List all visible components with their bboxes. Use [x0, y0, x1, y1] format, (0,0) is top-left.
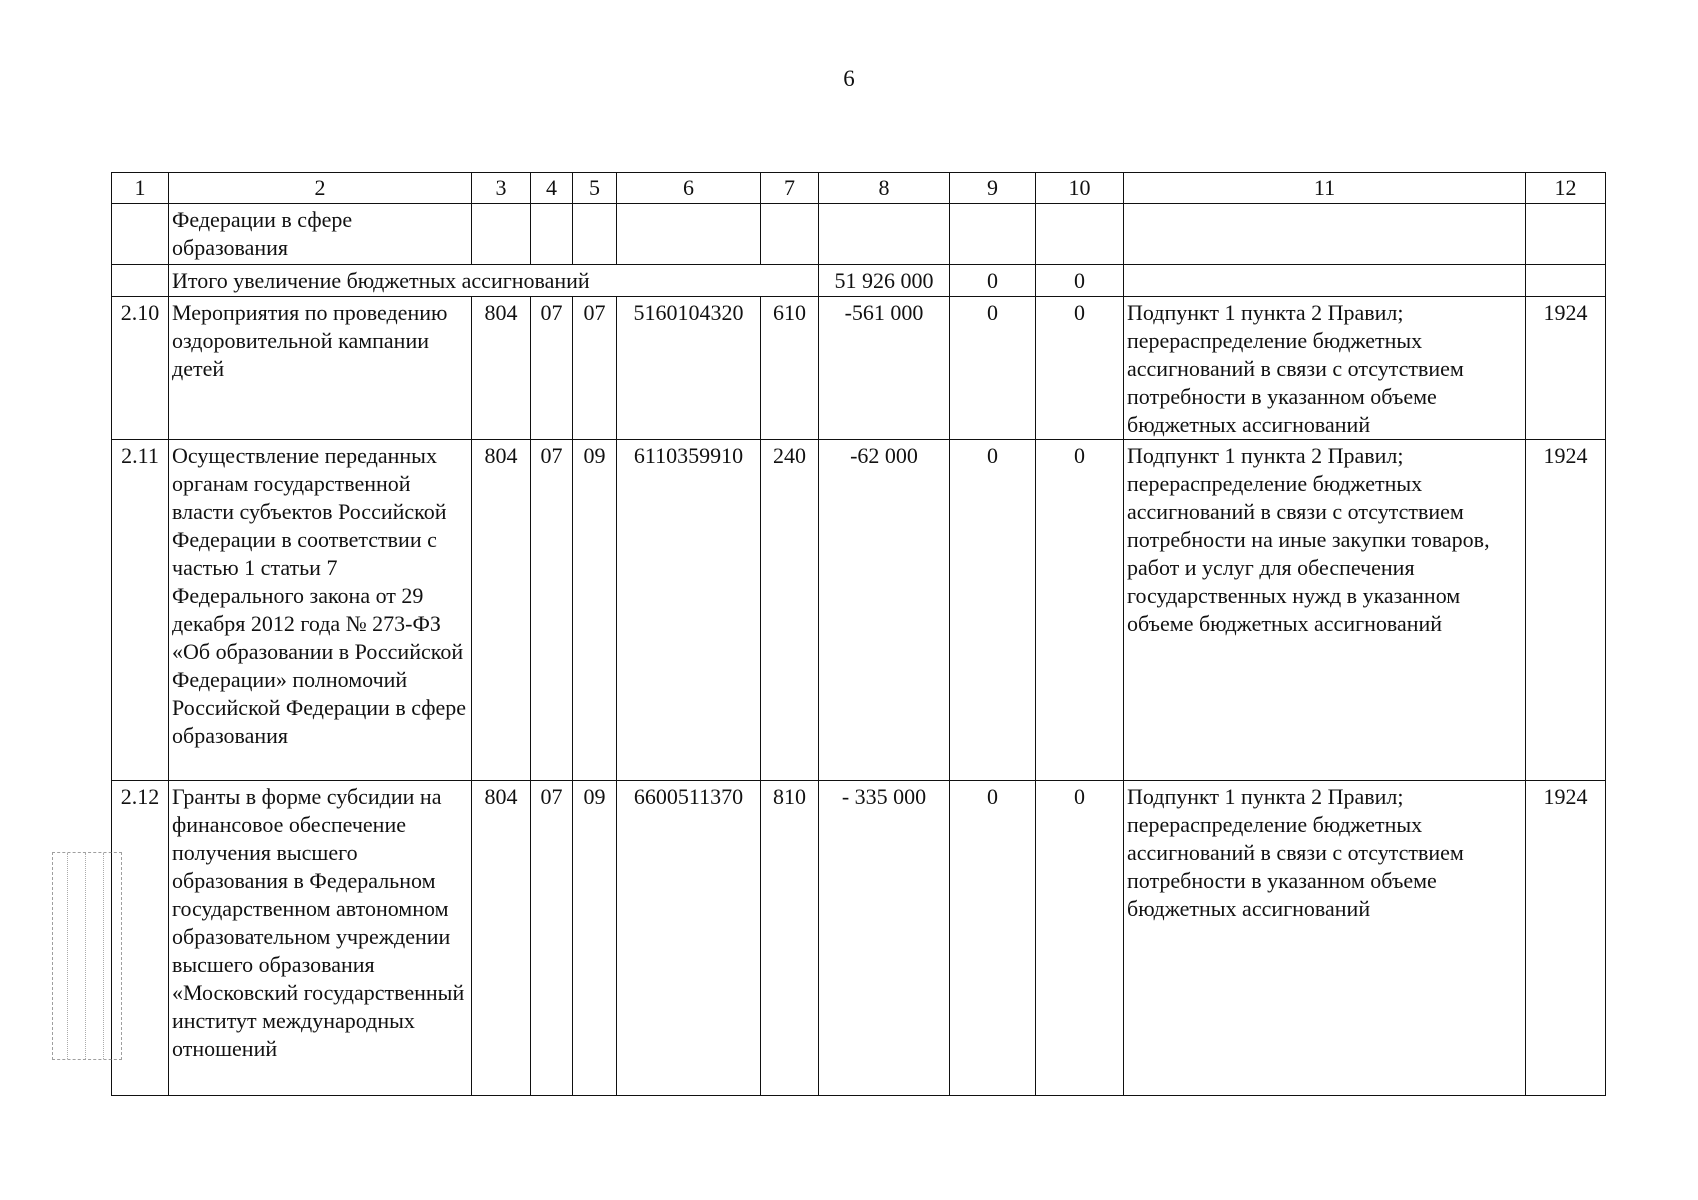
col9-cell: 0 — [950, 440, 1036, 781]
registration-stamp — [52, 852, 122, 1060]
column-header: 7 — [761, 173, 819, 204]
empty-cell — [1526, 204, 1606, 265]
empty-cell — [1124, 265, 1526, 297]
row-name-cell: Осуществление переданных органам государственной власти субъектов Российской Федерации в соответствии с частью 1 статьи 7 Федерального закона от 29 декабря 2012 года № 273-ФЗ «Об образовании в Российской Федерации» полномочий Российской Федерации в сфере образования — [169, 440, 472, 781]
subsection-code-cell: 07 — [573, 297, 617, 440]
row-name-cell: Мероприятия по проведению оздоровительной кампании детей — [169, 297, 472, 440]
empty-cell — [1124, 204, 1526, 265]
empty-cell — [573, 204, 617, 265]
total-sum: 51 926 000 — [819, 265, 950, 297]
column-header: 11 — [1124, 173, 1526, 204]
column-header: 10 — [1036, 173, 1124, 204]
column-header: 4 — [531, 173, 573, 204]
reason-cell: Подпункт 1 пункта 2 Правил; перераспределение бюджетных ассигнований в связи с отсутствием потребности в указанном объеме бюджетных ассигнований — [1124, 297, 1526, 440]
col9-cell: 0 — [950, 781, 1036, 1096]
target-article-cell: 6110359910 — [617, 440, 761, 781]
reference-cell: 1924 — [1526, 297, 1606, 440]
reason-cell: Подпункт 1 пункта 2 Правил; перераспределение бюджетных ассигнований в связи с отсутствием потребности в указанном объеме бюджетных ассигнований — [1124, 781, 1526, 1096]
empty-cell — [1526, 265, 1606, 297]
expense-type-cell: 240 — [761, 440, 819, 781]
target-article-cell: 6600511370 — [617, 781, 761, 1096]
column-header: 12 — [1526, 173, 1606, 204]
expense-type-cell: 810 — [761, 781, 819, 1096]
table-row — [112, 297, 1606, 440]
section-code-cell: 07 — [531, 297, 573, 440]
stamp-line — [85, 853, 102, 1059]
column-header: 6 — [617, 173, 761, 204]
reason-cell: Подпункт 1 пункта 2 Правил; перераспределение бюджетных ассигнований в связи с отсутствием потребности на иные закупки товаров, работ и услуг для обеспечения государственных нужд в указанном объеме бюджетных ассигнований — [1124, 440, 1526, 781]
column-header: 1 — [112, 173, 169, 204]
amount-cell: - 335 000 — [819, 781, 950, 1096]
total-col10: 0 — [1036, 265, 1124, 297]
reference-cell: 1924 — [1526, 781, 1606, 1096]
target-article-cell: 5160104320 — [617, 297, 761, 440]
ministry-code-cell: 804 — [472, 297, 531, 440]
total-col9: 0 — [950, 265, 1036, 297]
row-number-cell: 2.10 — [112, 297, 169, 440]
empty-cell — [1036, 204, 1124, 265]
table-row-total — [112, 265, 1606, 297]
amount-cell: -62 000 — [819, 440, 950, 781]
expense-type-cell: 610 — [761, 297, 819, 440]
empty-cell — [617, 204, 761, 265]
amount-cell: -561 000 — [819, 297, 950, 440]
empty-cell — [950, 204, 1036, 265]
empty-cell — [819, 204, 950, 265]
col10-cell: 0 — [1036, 297, 1124, 440]
row-name-cell: Федерации в сфере образования — [169, 204, 472, 265]
page-number: 6 — [843, 66, 855, 91]
total-label: Итого увеличение бюджетных ассигнований — [169, 265, 819, 297]
col9-cell: 0 — [950, 297, 1036, 440]
budget-allocation-table — [111, 172, 1606, 1096]
stamp-line — [103, 853, 120, 1059]
column-header: 9 — [950, 173, 1036, 204]
column-header: 8 — [819, 173, 950, 204]
table-row — [112, 781, 1606, 1096]
column-header: 5 — [573, 173, 617, 204]
empty-cell — [761, 204, 819, 265]
reference-cell: 1924 — [1526, 440, 1606, 781]
empty-cell — [531, 204, 573, 265]
section-code-cell: 07 — [531, 440, 573, 781]
stamp-line — [67, 853, 84, 1059]
column-number-header-row — [112, 173, 1606, 204]
ministry-code-cell: 804 — [472, 440, 531, 781]
col10-cell: 0 — [1036, 781, 1124, 1096]
ministry-code-cell: 804 — [472, 781, 531, 1096]
row-number-cell — [112, 204, 169, 265]
subsection-code-cell: 09 — [573, 440, 617, 781]
subsection-code-cell: 09 — [573, 781, 617, 1096]
column-header: 3 — [472, 173, 531, 204]
column-header: 2 — [169, 173, 472, 204]
row-number-cell: 2.12 — [112, 781, 169, 1096]
row-name-cell: Гранты в форме субсидии на финансовое обеспечение получения высшего образования в Федеральном государственном автономном образовательном учреждении высшего образования «Московский государственный институт международных отношений — [169, 781, 472, 1096]
table-row-continuation — [112, 204, 1606, 265]
col10-cell: 0 — [1036, 440, 1124, 781]
empty-cell — [472, 204, 531, 265]
row-number-cell: 2.11 — [112, 440, 169, 781]
section-code-cell: 07 — [531, 781, 573, 1096]
row-number-cell — [112, 265, 169, 297]
table-row — [112, 440, 1606, 781]
